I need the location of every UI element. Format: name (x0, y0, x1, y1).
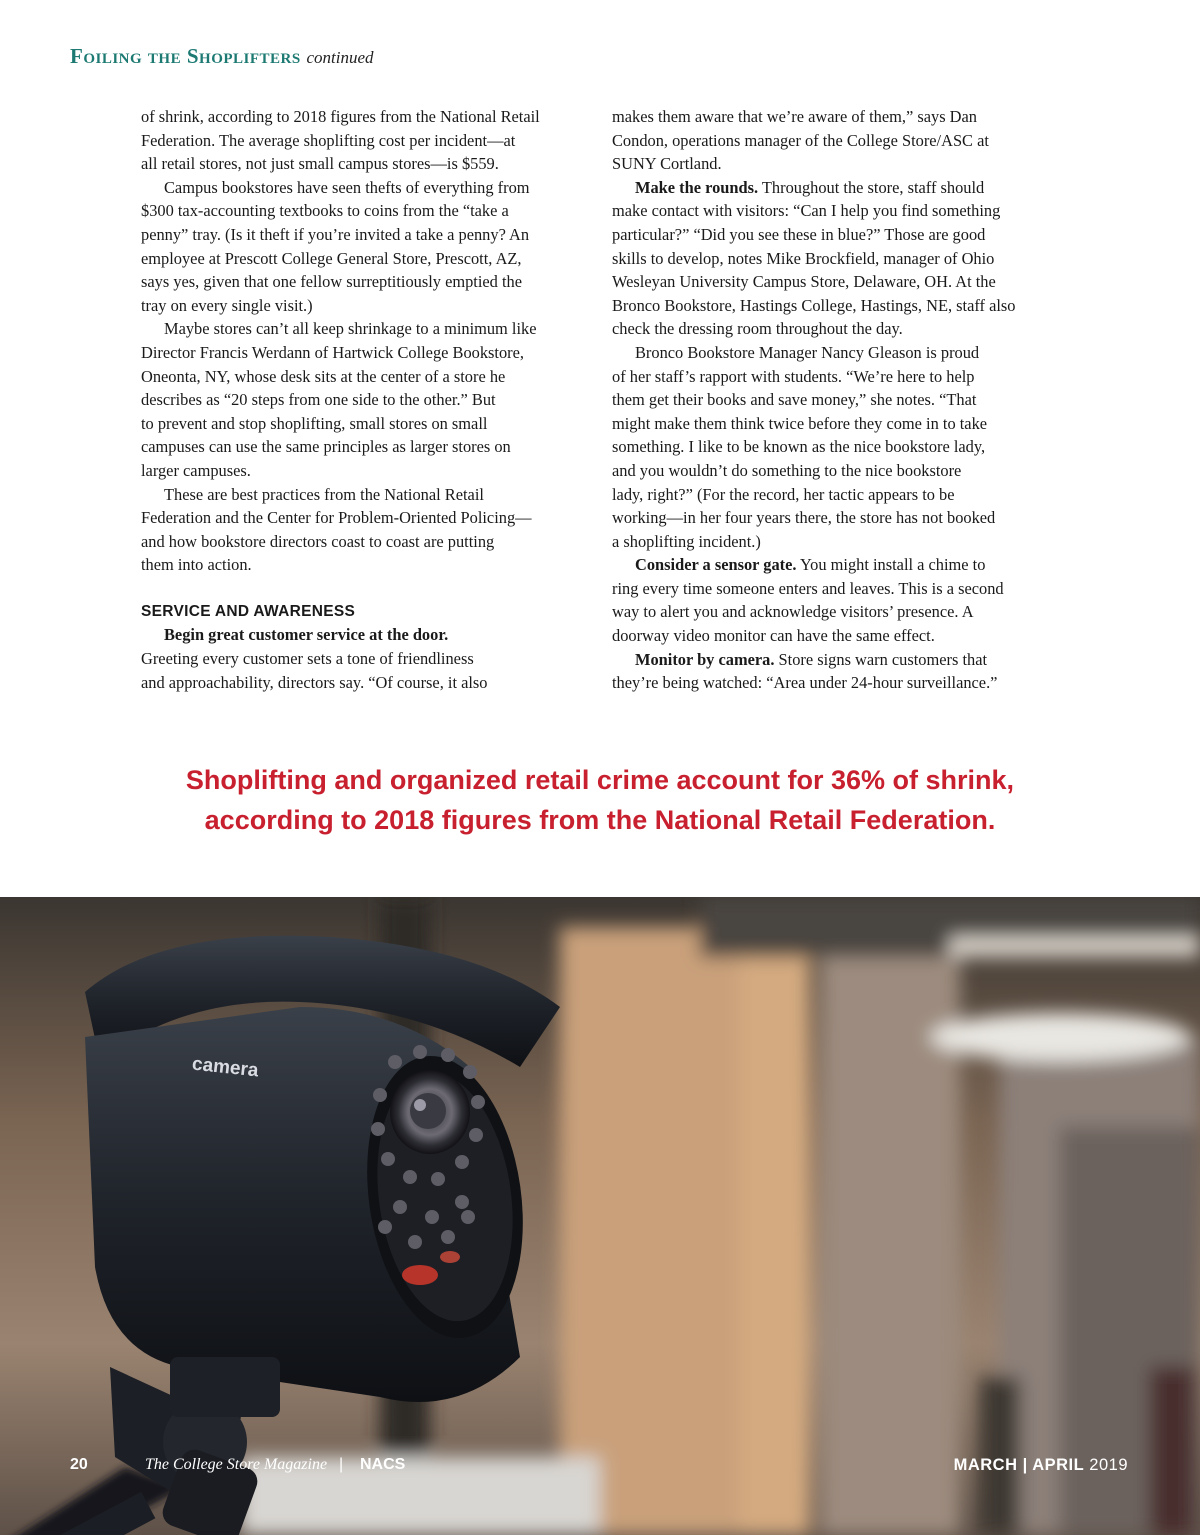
run-in-heading: Monitor by camera. (635, 649, 775, 669)
right-column (612, 105, 1067, 695)
left-column (141, 105, 596, 694)
text-line (612, 176, 1067, 200)
text-line: check the dressing room throughout the day. (612, 319, 903, 339)
text-line: $300 tax-accounting textbooks to coins from the “take a (141, 201, 509, 221)
paragraph-3 (612, 341, 1067, 553)
text-line: a shoplifting incident.) (612, 531, 761, 551)
pull-quote-line: according to 2018 figures from the National Retail Federation. (204, 805, 996, 835)
text-line: employee at Prescott College General Store, Prescott, AZ, (141, 248, 522, 268)
text-line: SUNY Cortland. (612, 154, 722, 174)
issue-year: 2019 (1084, 1456, 1128, 1474)
text-line: campuses can use the same principles as larger stores on (141, 437, 511, 457)
text-line: to prevent and stop shoplifting, small stores on small (141, 413, 488, 433)
text-line (612, 648, 1067, 672)
paragraph-2 (141, 176, 596, 318)
section-heading: SERVICE AND AWARENESS (141, 602, 356, 620)
text-line: Wesleyan University Campus Store, Delaware, OH. At the (612, 272, 996, 292)
text-line: ring every time someone enters and leaves. This is a second (612, 578, 1004, 598)
text-line: way to alert you and acknowledge visitors’ presence. A (612, 602, 974, 622)
run-in-heading: Begin great customer service at the door. (164, 625, 449, 645)
text-line: doorway video monitor can have the same effect. (612, 626, 935, 646)
text-line: skills to develop, notes Mike Brockfield, manager of Ohio (612, 248, 995, 268)
text-line: they’re being watched: “Area under 24-hour surveillance.” (612, 673, 998, 693)
article-title: Foiling the Shoplifters (70, 44, 301, 68)
paragraph-5 (141, 623, 596, 694)
text-line: of her staff’s rapport with students. “We’re here to help (612, 366, 975, 386)
security-camera-photo (0, 897, 1200, 1535)
text-line: working—in her four years there, the store has not booked (612, 508, 996, 528)
run-in-heading: Consider a sensor gate. (635, 555, 797, 575)
text-line: penny” tray. (Is it theft if you’re invited a take a penny? An (141, 224, 530, 244)
text-line: tray on every single visit.) (141, 295, 313, 315)
text-line: Bronco Bookstore Manager Nancy Gleason is proud (635, 342, 980, 362)
paragraph-3 (141, 317, 596, 482)
paragraph-4 (612, 553, 1067, 647)
text-line: Federation and the Center for Problem-Oriented Policing— (141, 508, 532, 528)
text-line (612, 553, 1067, 577)
pull-quote-line: Shoplifting and organized retail crime account for 36% of shrink, (185, 765, 1015, 795)
paragraph-1 (612, 105, 1067, 176)
text-line: particular?” “Did you see these in blue?” Those are good (612, 224, 986, 244)
text-line: and approachability, directors say. “Of course, it also (141, 672, 488, 692)
magazine-name: The College Store Magazine (145, 1456, 328, 1473)
text-line: larger campuses. (141, 460, 251, 480)
text-line: Campus bookstores have seen thefts of everything from (164, 177, 530, 197)
text-line: Condon, operations manager of the College Store/ASC at (612, 130, 989, 150)
paragraph-4 (141, 483, 596, 577)
text-line: makes them aware that we’re aware of them,” says Dan (612, 107, 977, 126)
pull-quote (0, 760, 1200, 840)
organization-name: NACS (360, 1456, 406, 1473)
issue-date (954, 1456, 1128, 1475)
text-line: describes as “20 steps from one side to the other.” But (141, 390, 496, 410)
photo-illustration (0, 897, 1200, 1535)
footer-separator: | (339, 1456, 344, 1473)
text-line: Bronco Bookstore, Hastings College, Hastings, NE, staff also (612, 295, 1016, 315)
text-line: them into action. (141, 555, 252, 575)
text-line: These are best practices from the National Retail (164, 484, 484, 504)
text-line: and you wouldn’t do something to the nice bookstore (612, 460, 962, 480)
text-run: Store signs warn customers that (774, 649, 988, 669)
text-line: them get their books and save money,” she notes. “That (612, 390, 977, 410)
text-line: all retail stores, not just small campus stores—is $559. (141, 154, 499, 174)
text-line: Maybe stores can’t all keep shrinkage to a minimum like (164, 319, 537, 339)
text-line: Director Francis Werdann of Hartwick College Bookstore, (141, 342, 524, 362)
page-number: 20 (70, 1456, 88, 1473)
text-run: You might install a chime to (796, 555, 986, 575)
text-line: and how bookstore directors coast to coast are putting (141, 531, 495, 551)
text-line: something. I like to be known as the nice bookstore lady, (612, 437, 986, 457)
paragraph-1 (141, 105, 596, 176)
issue-months: MARCH | APRIL (953, 1456, 1085, 1474)
text-line: might make them think twice before they come in to take (612, 413, 988, 433)
text-line: lady, right?” (For the record, her tactic appears to be (612, 484, 955, 504)
run-in-heading: Make the rounds. (635, 177, 759, 197)
text-line: of shrink, according to 2018 figures from the National Retail (141, 107, 540, 126)
camera-label: camera (191, 1053, 260, 1082)
text-line: make contact with visitors: “Can I help you find something (612, 201, 1001, 221)
paragraph-2 (612, 176, 1067, 341)
paragraph-5 (612, 648, 1067, 695)
text-line: Oneonta, NY, whose desk sits at the center of a store he (141, 366, 506, 386)
text-line: says yes, given that one fellow surreptitiously emptied the (141, 272, 523, 292)
running-head (70, 44, 374, 69)
text-line (141, 623, 596, 647)
continued-label: continued (306, 48, 374, 67)
text-run: Throughout the store, staff should (758, 177, 985, 197)
text-line: Federation. The average shoplifting cost per incident—at (141, 130, 516, 150)
text-line: Greeting every customer sets a tone of friendliness (141, 649, 474, 669)
